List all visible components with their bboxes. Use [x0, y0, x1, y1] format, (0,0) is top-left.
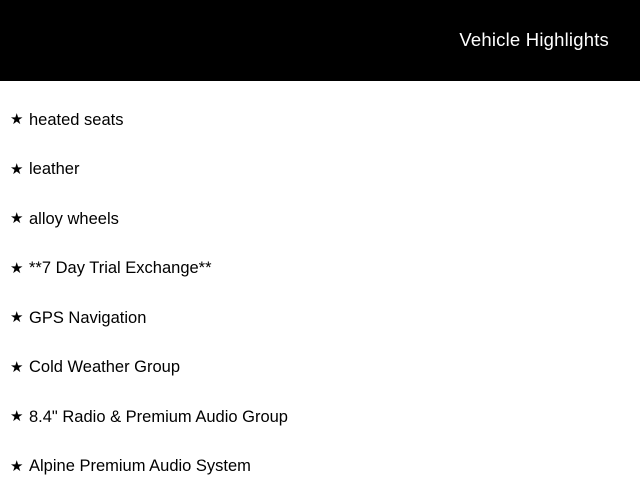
list-item-label: alloy wheels — [29, 211, 119, 228]
list-item-label: Alpine Premium Audio System — [29, 458, 251, 475]
list-item — [0, 293, 640, 343]
page-title: Vehicle Highlights — [459, 31, 609, 50]
list-item-label: GPS Navigation — [29, 310, 146, 327]
list-item — [0, 95, 640, 145]
star-icon: ★ — [10, 409, 29, 424]
list-item-label: Cold Weather Group — [29, 359, 180, 376]
star-icon: ★ — [10, 261, 29, 276]
list-item — [0, 145, 640, 195]
list-item-label: 8.4" Radio & Premium Audio Group — [29, 409, 288, 426]
star-icon: ★ — [10, 211, 29, 226]
list-item — [0, 442, 640, 491]
highlights-list — [0, 81, 640, 491]
star-icon: ★ — [10, 360, 29, 375]
page-header — [0, 0, 640, 81]
list-item — [0, 244, 640, 294]
list-item-label: **7 Day Trial Exchange** — [29, 260, 212, 277]
list-item — [0, 392, 640, 442]
star-icon: ★ — [10, 162, 29, 177]
list-item-label: heated seats — [29, 112, 124, 129]
list-item — [0, 343, 640, 393]
star-icon: ★ — [10, 112, 29, 127]
list-item — [0, 194, 640, 244]
star-icon: ★ — [10, 310, 29, 325]
list-item-label: leather — [29, 161, 79, 178]
star-icon: ★ — [10, 459, 29, 474]
